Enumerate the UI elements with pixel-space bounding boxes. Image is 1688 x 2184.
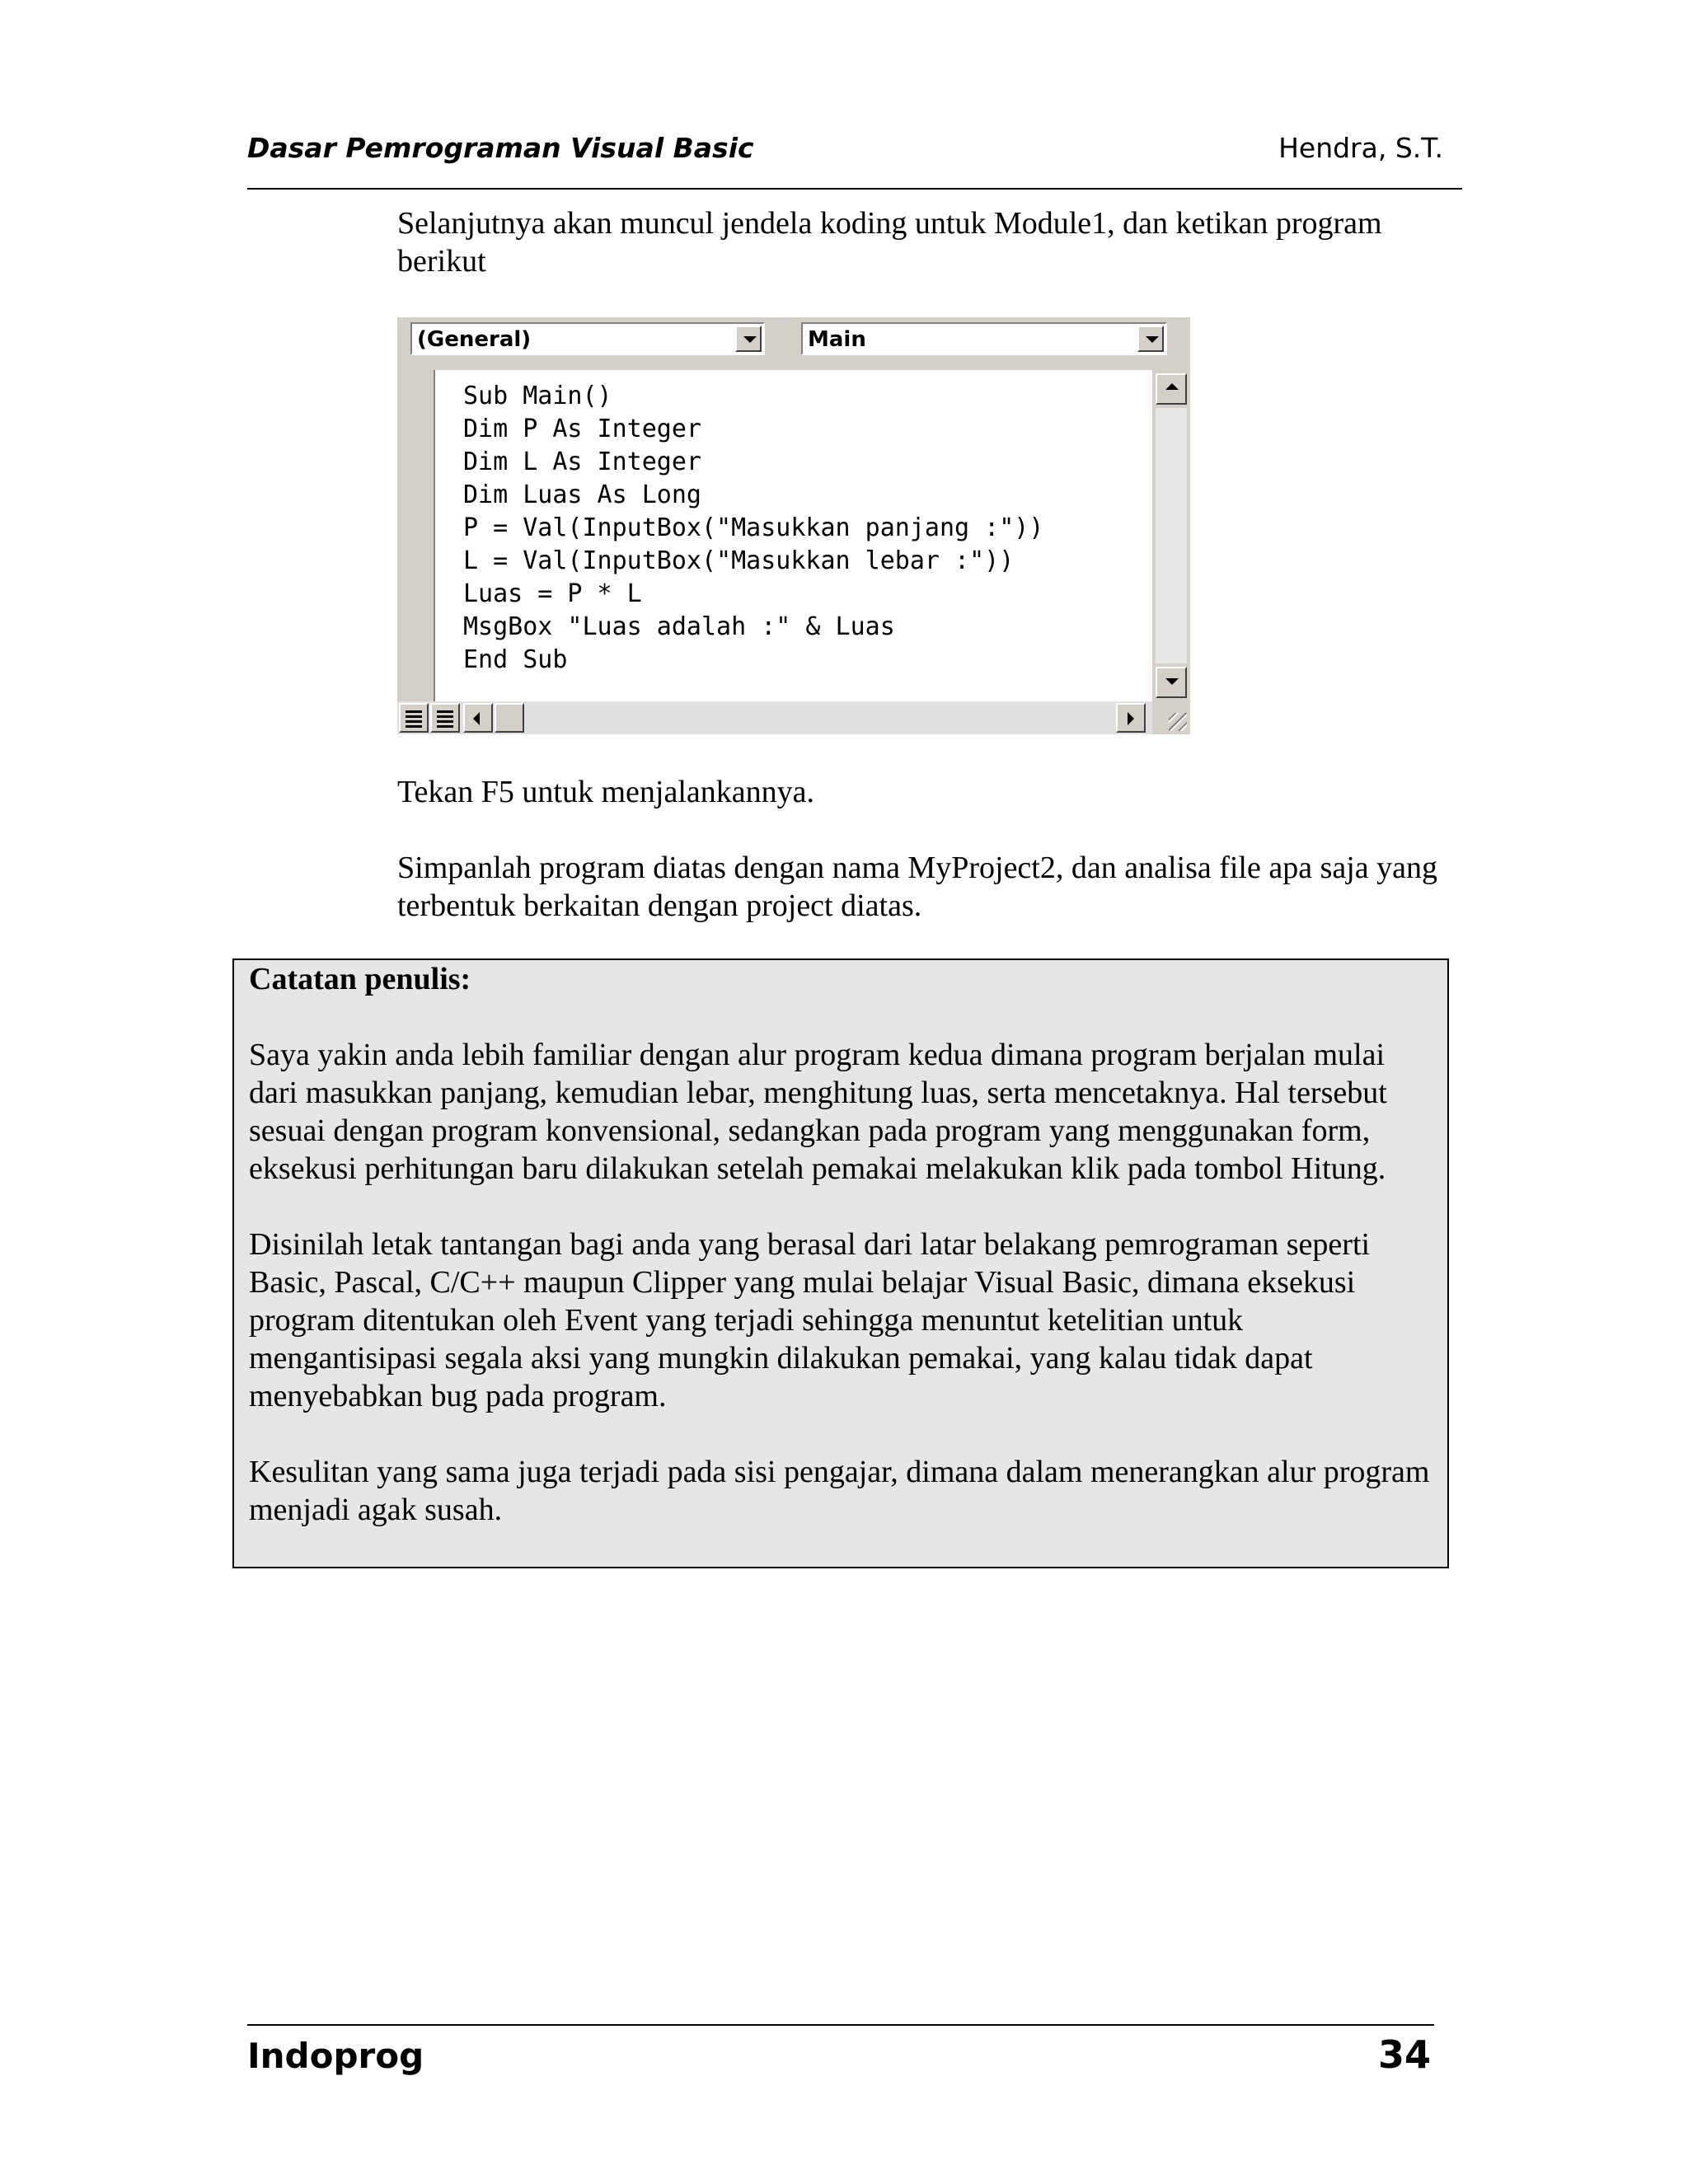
chevron-down-icon[interactable] [735, 326, 762, 352]
resize-grip-icon[interactable] [1152, 701, 1190, 734]
note-paragraph: Disinilah letak tantangan bagi anda yang berasal dari latar belakang pemrograman seperti Basic, Pascal, C/C++ maupun Clipper yang mulai belajar Visual Basic, dimana eksekusi program ditentukan oleh Event yang terjadi sehingga menuntut ketelitian untuk mengantisipasi segala aksi yang mungkin dilakukan pemakai, yang kalau tidak dapat menyebabkan bug pada program. [249, 1227, 1371, 1413]
scroll-right-icon[interactable] [1116, 703, 1146, 733]
horizontal-scrollbar[interactable] [397, 701, 1190, 734]
code-text: Sub Main() Dim P As Integer Dim L As Integer Dim Luas As Long P = Val(InputBox("Masukkan panjang :")) L = Val(InputBox("Masukkan lebar :")) Luas = P * L MsgBox "Luas adalah :" & Luas End Sub [463, 382, 1044, 674]
code-editor[interactable] [435, 370, 1152, 701]
footer-rule [247, 2024, 1434, 2026]
object-combo-value: (General) [417, 327, 532, 352]
object-combo[interactable] [410, 322, 765, 355]
scrollbar-thumb[interactable] [495, 703, 524, 733]
note-paragraph: Kesulitan yang sama juga terjadi pada sisi pengajar, dimana dalam menerangkan alur program menjadi agak susah. [249, 1455, 1430, 1527]
note-paragraph: Saya yakin anda lebih familiar dengan alur program kedua dimana program berjalan mulai dari masukkan panjang, kemudian lebar, menghitung luas, serta mencetaknya. Hal tersebut sesuai dengan program konvensional, sedangkan pada program yang menggunakan form, eksekusi perhitungan baru dilakukan setelah pemakai melakukan klik pada tombol Hitung. [249, 1038, 1387, 1186]
page-number: 34 [1377, 2032, 1431, 2077]
scrollbar-track[interactable] [1156, 408, 1187, 663]
note-title: Catatan penulis: [249, 962, 471, 996]
procedure-combo[interactable] [801, 322, 1167, 355]
procedure-view-icon[interactable] [399, 703, 429, 733]
header-rule [247, 188, 1462, 190]
footer-publisher: Indoprog [247, 2036, 424, 2076]
intro-paragraph: Selanjutnya akan muncul jendela koding untuk Module1, dan ketikan program berikut [397, 206, 1382, 279]
vertical-scrollbar[interactable] [1152, 370, 1190, 701]
save-instruction: Simpanlah program diatas dengan nama MyProject2, dan analisa file apa saja yang terbentuk berkaitan dengan project diatas. [397, 851, 1438, 923]
scroll-left-icon[interactable] [463, 703, 493, 733]
scroll-down-icon[interactable] [1156, 667, 1187, 698]
run-instruction: Tekan F5 untuk menjalankannya. [397, 775, 814, 809]
header-author: Hendra, S.T. [1278, 132, 1443, 164]
scroll-up-icon[interactable] [1156, 373, 1187, 405]
chevron-down-icon[interactable] [1137, 326, 1164, 352]
code-margin-bar [397, 370, 435, 701]
full-module-view-icon[interactable] [430, 703, 460, 733]
header-title: Dasar Pemrograman Visual Basic [247, 132, 754, 164]
vb-code-window [397, 317, 1190, 734]
author-note-box [232, 958, 1449, 1568]
procedure-combo-value: Main [808, 327, 866, 352]
